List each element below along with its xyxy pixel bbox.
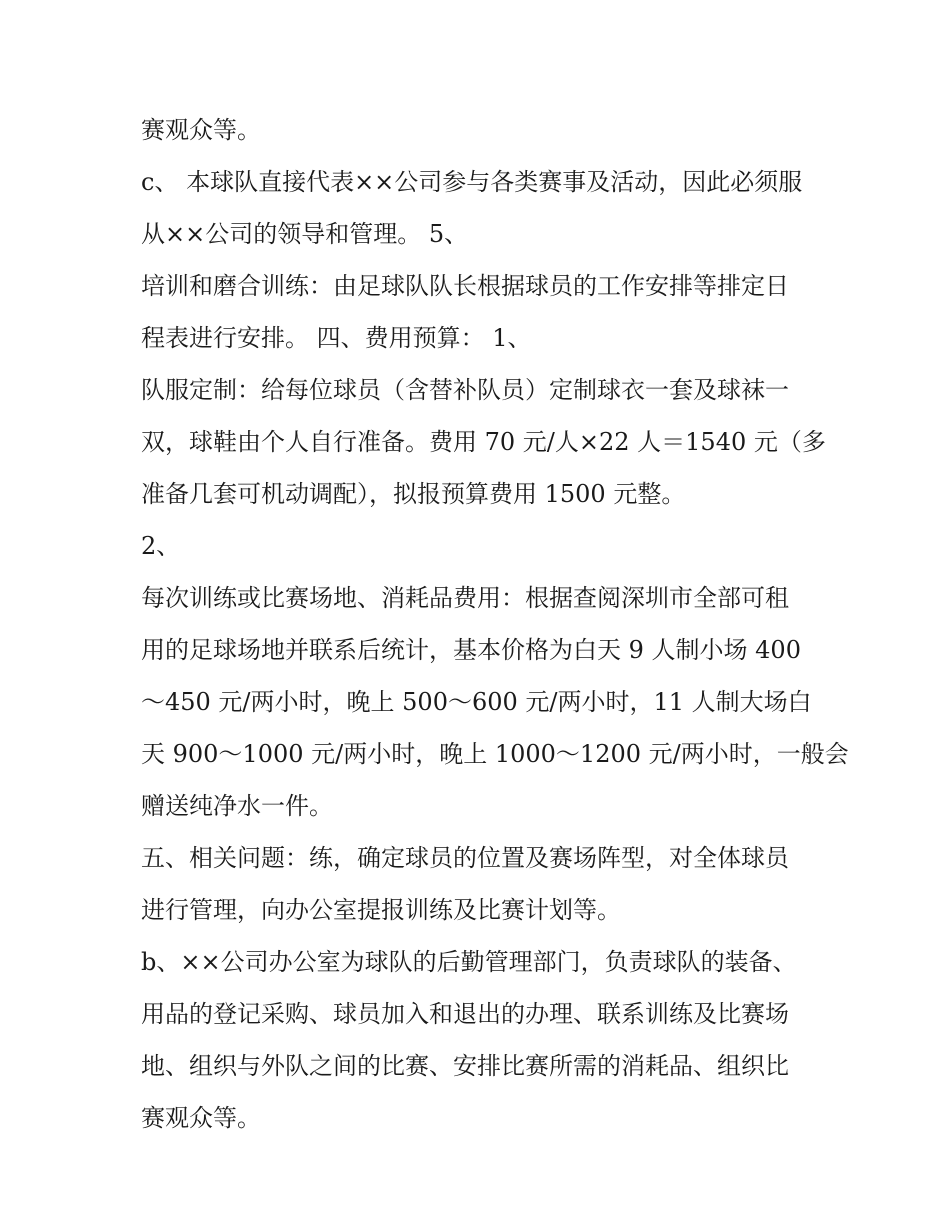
text-line: 程表进行安排。 四、费用预算： 1、 — [141, 324, 532, 352]
text-line: 准备几套可机动调配），拟报预算费用 1500 元整。 — [141, 480, 686, 508]
text-line: 2、 — [141, 532, 181, 560]
text-line: 双，球鞋由个人自行准备。费用 70 元/人×22 人＝1540 元（多 — [141, 428, 826, 456]
text-line: 每次训练或比赛场地、消耗品费用：根据查阅深圳市全部可租 — [141, 584, 789, 612]
text-line: 五、相关问题：练，确定球员的位置及赛场阵型，对全体球员 — [141, 844, 789, 872]
text-line: 队服定制：给每位球员（含替补队员）定制球衣一套及球袜一 — [141, 376, 789, 404]
text-line: ～450 元/两小时，晚上 500～600 元/两小时，11 人制大场白 — [141, 688, 812, 716]
text-line: 从××公司的领导和管理。 5、 — [141, 220, 469, 248]
document-body — [141, 104, 849, 1144]
text-line: 培训和磨合训练：由足球队队长根据球员的工作安排等排定日 — [141, 272, 789, 300]
text-line: 天 900～1000 元/两小时，晚上 1000～1200 元/两小时，一般会 — [141, 740, 849, 768]
text-line: 赛观众等。 — [141, 1104, 261, 1132]
text-line: 赛观众等。 — [141, 116, 261, 144]
text-line: 用品的登记采购、球员加入和退出的办理、联系训练及比赛场 — [141, 1000, 789, 1028]
text-line: 进行管理，向办公室提报训练及比赛计划等。 — [141, 896, 621, 924]
text-line: b、××公司办公室为球队的后勤管理部门，负责球队的装备、 — [141, 948, 797, 976]
text-line: 赠送纯净水一件。 — [141, 792, 333, 820]
text-line: 地、组织与外队之间的比赛、安排比赛所需的消耗品、组织比 — [141, 1052, 789, 1080]
text-line: c、 本球队直接代表××公司参与各类赛事及活动，因此必须服 — [141, 168, 803, 196]
text-line: 用的足球场地并联系后统计，基本价格为白天 9 人制小场 400 — [141, 636, 801, 664]
